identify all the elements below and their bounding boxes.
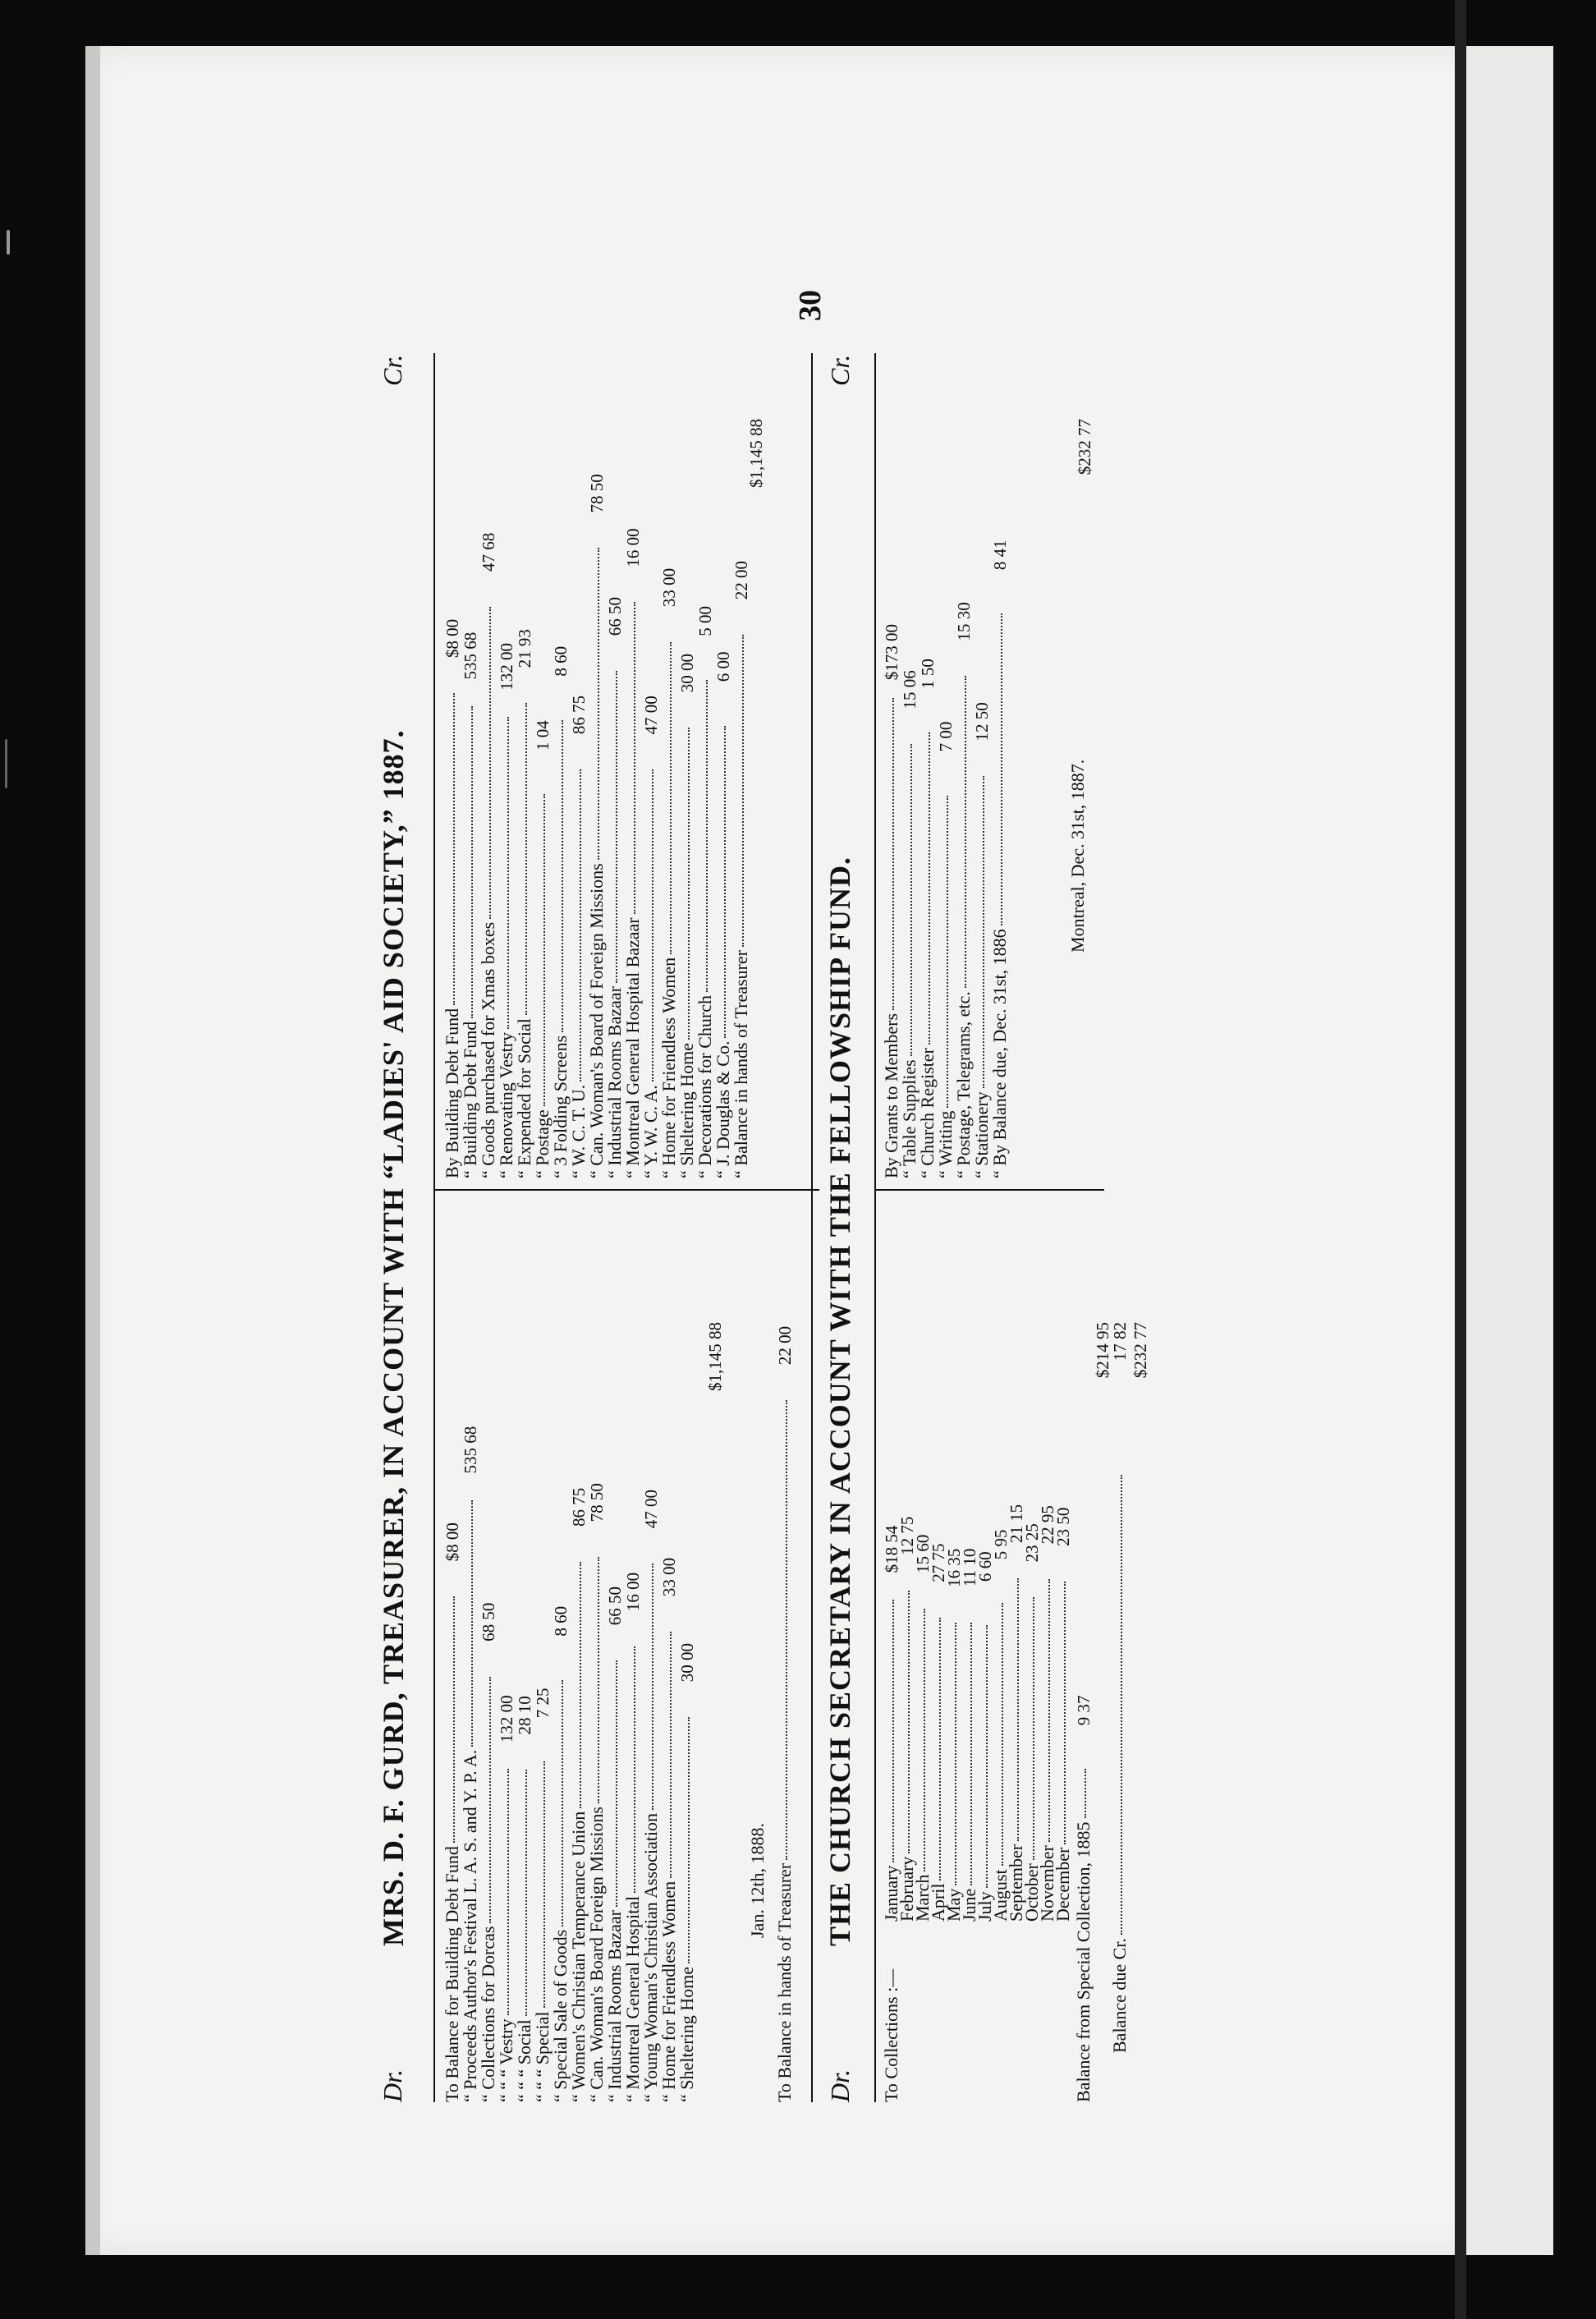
ledger-credit-row-label: By Building Debt Fund (442, 1008, 462, 1178)
ledger-debit-row (588, 1483, 606, 2102)
dot-leader (471, 706, 473, 1018)
ledger-debit-row-label: “ Women's Christian Temperance Union (568, 1811, 589, 2102)
ledger-credit-row-amount: 21 93 (515, 629, 534, 668)
ledger-debit-row-amount: 16 00 (623, 1572, 643, 1612)
dot-leader (1033, 1597, 1034, 1860)
account2-title: THE CHURCH SECRETARY IN ACCOUNT WITH THE FELLOWSHIP FUND. (823, 856, 856, 1946)
month-label: February (897, 1856, 917, 1922)
dot-leader (910, 744, 912, 1056)
ledger-debit-row (552, 1606, 570, 2102)
dot-leader (688, 1717, 690, 1963)
ledger-debit-row (624, 1573, 642, 2102)
fellowship-credit-row (901, 670, 919, 1178)
account2-debit-total (1131, 1322, 1149, 1396)
account1-dr: Dr. (378, 2069, 407, 2102)
ledger-debit-row-label: To Balance for Building Debt Fund (442, 1846, 462, 2102)
fellowship-credit-row (991, 540, 1009, 1178)
dot-leader (970, 1623, 972, 1885)
account2-signoff: Montreal, Dec. 31st, 1887. (1067, 759, 1088, 953)
fellowship-credit-row-label: “ Postage, Telegrams, etc. (953, 991, 974, 1178)
binding-gutter (1455, 0, 1466, 2319)
ledger-credit-row-amount: $8 00 (443, 618, 462, 659)
dot-leader (1085, 1769, 1086, 1818)
dot-leader (489, 1677, 491, 1923)
account1-date: Jan. 12th, 1888. (747, 1823, 768, 1938)
fellowship-credit-row-label: “ Writing (935, 1110, 956, 1178)
dot-leader (939, 1618, 941, 1880)
ledger-debit-row-label: “ Industrial Rooms Bazaar (604, 1910, 625, 2102)
ledger-credit-row-label: “ Home for Friendless Women (658, 957, 679, 1178)
ledger-credit-row-amount: 1 04 (533, 720, 553, 751)
ledger-debit-row (660, 1558, 678, 2102)
month-amount: 16 35 (944, 1548, 964, 1587)
dot-leader (983, 776, 984, 1088)
fellowship-credit-row (973, 702, 991, 1178)
account1-title: MRS. D. F. GURD, TREASURER, IN ACCOUNT WITH “LADIES' AID SOCIETY,” 1887. (377, 729, 410, 1946)
fellowship-credit-row-amount: 8 41 (990, 540, 1010, 571)
ledger-credit-row-label: “ Renovating Vestry (496, 1031, 516, 1178)
dot-leader (908, 1591, 910, 1853)
ledger-debit-row-amount: 47 00 (641, 1490, 661, 1529)
ledger-credit-row (534, 720, 552, 1178)
month-label: January (881, 1865, 901, 1922)
dot-leader (670, 1632, 672, 1878)
ledger-credit-row (678, 654, 696, 1178)
special-collection-row-amount: 9 37 (1074, 1695, 1094, 1726)
ledger-credit-row-amount: 16 00 (623, 528, 643, 567)
ledger-credit-row-label: “ Sheltering Home (676, 1043, 697, 1178)
ledger-debit-row-amount: 28 10 (515, 1696, 534, 1735)
month-amount: 27 75 (929, 1543, 948, 1582)
ledger-debit-row (498, 1695, 516, 2102)
month-amount: 11 10 (960, 1548, 979, 1587)
dot-leader (1048, 1579, 1050, 1842)
dot-leader (634, 1646, 635, 1893)
dot-leader (706, 680, 708, 992)
rotated-ledger (361, 296, 1305, 2102)
dot-leader (652, 1564, 654, 1810)
ledger-credit-row-label: “ W. C. T. U. (568, 1084, 589, 1178)
ledger-credit-row-label: “ Industrial Rooms Bazaar (604, 986, 625, 1178)
dot-leader (507, 717, 509, 1029)
dot-leader (489, 607, 491, 919)
month-label: March (912, 1874, 933, 1922)
ledger-credit-row-label: “ Postage (532, 1109, 553, 1178)
fellowship-credit-row (937, 722, 955, 1178)
ledger-credit-row (696, 606, 714, 1178)
ledger-credit-row (498, 643, 516, 1178)
dot-leader (507, 1769, 509, 2015)
month-amount: 5 95 (991, 1529, 1011, 1560)
adjacent-page-edge (1466, 46, 1553, 2255)
account2-credit-total: $232 77 (1075, 419, 1094, 475)
ledger-credit-row (552, 646, 570, 1178)
ledger-credit-row (461, 632, 479, 1178)
month-amount: 6 60 (975, 1551, 995, 1582)
subtotal (1094, 1322, 1112, 1396)
month-label: October (1021, 1863, 1042, 1922)
ledger-credit-row-amount: 30 00 (677, 654, 697, 693)
ledger-credit-row (570, 696, 588, 1178)
dot-leader (598, 548, 599, 860)
dot-leader (562, 1680, 563, 1926)
month-amount: 12 75 (897, 1516, 917, 1555)
ledger-credit-row (443, 619, 461, 1178)
ledger-debit-row-amount: 86 75 (569, 1487, 589, 1527)
dot-leader (929, 732, 930, 1045)
month-amount: $18 54 (882, 1525, 901, 1573)
ledger-credit-row (606, 597, 624, 1178)
dot-leader (543, 794, 545, 1106)
ledger-credit-row (714, 652, 732, 1178)
dot-leader (1001, 613, 1002, 925)
ledger-credit-row-label: “ Y. W. C. A. (640, 1085, 661, 1178)
ledger-debit-row-label: “ Young Woman's Christian Association (640, 1813, 661, 2102)
ledger-credit-row-amount: 8 60 (551, 645, 571, 677)
ledger-credit-row (642, 696, 660, 1178)
ledger-credit-row-amount: 22 00 (732, 561, 751, 600)
month-amount: 15 60 (913, 1534, 933, 1573)
ledger-credit-row-amount: 47 00 (641, 696, 661, 735)
dot-leader (543, 1761, 545, 2008)
account2-center-rule (874, 1189, 1104, 1191)
dot-leader (471, 1500, 473, 1747)
ledger-debit-row-amount: 33 00 (659, 1557, 679, 1597)
dot-leader (634, 602, 635, 914)
month-label: July (975, 1891, 995, 1922)
collections-intro: To Collections :— (881, 1968, 901, 2102)
ledger-debit-row-label: “ Sheltering Home (676, 1967, 697, 2102)
dot-leader (616, 1660, 617, 1907)
dot-leader (924, 1609, 925, 1871)
dot-leader (1121, 1475, 1122, 1935)
dot-leader (580, 769, 581, 1081)
ledger-credit-row-amount: 66 50 (605, 597, 625, 636)
month-label: December (1053, 1847, 1073, 1922)
month-label: September (1006, 1844, 1026, 1922)
month-amount: 23 50 (1053, 1507, 1073, 1546)
balance-due-row (1111, 1475, 1129, 2053)
ledger-credit-row-label: “ Goods purchased for Xmas boxes (478, 921, 498, 1178)
ledger-credit-row-amount: 33 00 (659, 567, 679, 608)
ledger-debit-row-label: “ “ “ Vestry (496, 2018, 516, 2102)
fellowship-credit-row-amount: 12 50 (972, 702, 992, 742)
ledger-credit-row-label: “ 3 Folding Screens (550, 1035, 571, 1178)
ledger-debit-row-amount: 132 00 (497, 1695, 516, 1743)
fellowship-credit-row (955, 602, 973, 1178)
ledger-debit-row-label: “ Collections for Dorcas (478, 1926, 498, 2102)
mid-rule (811, 353, 813, 2102)
month-row (1054, 1508, 1072, 2086)
dot-leader (525, 1770, 527, 2016)
dot-leader (947, 796, 948, 1108)
ledger-debit-row (479, 1603, 498, 2102)
ledger-debit-row-amount: 68 50 (479, 1602, 498, 1642)
dot-leader (1002, 1603, 1003, 1866)
dot-leader (562, 720, 563, 1032)
top-rule (433, 353, 435, 2102)
account1-cr: Cr. (378, 354, 407, 386)
dot-leader (724, 726, 726, 1038)
center-rule (433, 1189, 819, 1191)
dot-leader (688, 728, 690, 1040)
month-amount: 22 95 (1038, 1505, 1057, 1545)
fellowship-credit-row-amount: 15 06 (900, 670, 920, 709)
ledger-debit-row (461, 1426, 479, 2102)
ledger-debit-row-amount: 8 60 (551, 1605, 571, 1637)
ledger-debit-row-label: “ “ “ Special (532, 2011, 553, 2102)
scan-mark (5, 739, 7, 788)
ledger-credit-row-label: “ Building Debt Fund (460, 1021, 480, 1178)
dot-leader (742, 635, 744, 947)
ledger-credit-row (660, 568, 678, 1178)
ledger-credit-row-label: “ Can. Woman's Board of Foreign Missions (586, 863, 607, 1178)
month-label: June (959, 1888, 979, 1922)
fellowship-credit-row-label: By Grants to Members (881, 1013, 901, 1178)
dot-leader (986, 1625, 988, 1888)
ledger-credit-row-amount: 535 68 (461, 631, 480, 680)
month-amount: 21 15 (1007, 1504, 1026, 1544)
account1-debit-total: $1,145 88 (705, 1322, 725, 1391)
month-amount: 23 25 (1022, 1523, 1042, 1563)
ledger-debit-row-amount: 30 00 (677, 1643, 697, 1683)
ledger-credit-row (516, 629, 534, 1178)
ledger-credit-row-label: “ J. Douglas & Co. (713, 1040, 733, 1178)
fellowship-credit-row-amount: 1 50 (918, 659, 938, 689)
fellowship-credit-row-label: “ Church Register (917, 1048, 938, 1178)
ledger-debit-row (516, 1696, 534, 2102)
dot-leader (892, 1600, 894, 1862)
subtotal-2 (1111, 1322, 1129, 1396)
fellowship-credit-row-label: “ Stationery (971, 1091, 992, 1178)
ledger-debit-row-label: “ Can. Woman's Board Foreign Missions (586, 1807, 607, 2102)
dot-leader (453, 1596, 455, 1843)
account2-top-rule (874, 353, 876, 2102)
ledger-credit-row-amount: 86 75 (569, 695, 589, 735)
scan-mark (7, 230, 10, 255)
account2-dr: Dr. (825, 2069, 855, 2102)
subtotal-value: $214 95 (1093, 1322, 1112, 1379)
ledger-debit-row (570, 1488, 588, 2102)
dot-leader (580, 1562, 581, 1808)
ledger-credit-row-label: “ Balance in hands of Treasurer (731, 950, 751, 1178)
fellowship-credit-row-label: “ By Balance due, Dec. 31st, 1886 (989, 929, 1010, 1178)
page-edge (85, 46, 100, 2255)
ledger-debit-row-amount: 7 25 (533, 1688, 553, 1719)
month-label: April (928, 1883, 948, 1922)
fellowship-credit-row-amount: 7 00 (936, 721, 956, 752)
ledger-debit-row-label: “ Proceeds Author's Festival L. A. S. and Y. P. A. (460, 1749, 480, 2102)
ledger-debit-row-amount: 535 68 (461, 1426, 480, 1474)
month-label: August (990, 1869, 1011, 1922)
month-label: May (943, 1888, 964, 1922)
ledger-credit-row-amount: 132 00 (497, 642, 516, 691)
ledger-debit-row (534, 1688, 552, 2102)
fellowship-credit-row-label: “ Table Supplies (899, 1059, 920, 1178)
ledger-debit-row-label: “ Home for Friendless Women (658, 1880, 679, 2102)
ledger-debit-row-amount: 78 50 (587, 1483, 607, 1522)
account1-credit-total: $1,145 88 (746, 419, 766, 488)
dot-leader (892, 698, 894, 1010)
ledger-debit-row-amount: $8 00 (443, 1522, 462, 1562)
special-collection-row-label: Balance from Special Collection, 1885 (1073, 1821, 1094, 2102)
ledger-credit-row-amount: 5 00 (695, 606, 715, 636)
fellowship-credit-row (883, 624, 901, 1178)
dot-leader (616, 671, 617, 983)
ledger-credit-row (588, 474, 606, 1178)
ledger-debit-row-label: “ Special Sale of Goods (550, 1929, 571, 2102)
ledger-credit-row (732, 561, 750, 1178)
ledger-debit-row (606, 1587, 624, 2102)
ledger-credit-row-amount: 47 68 (479, 532, 498, 572)
ledger-credit-row-amount: 6 00 (713, 651, 733, 682)
balance-due-label: Balance due Cr. (1109, 1938, 1130, 2053)
dot-leader (1017, 1578, 1019, 1841)
ledger-debit-row-label: “ Montreal General Hospital (622, 1895, 643, 2102)
ledger-credit-row-label: “ Decorations for Church (695, 995, 715, 1178)
ledger-debit-row (642, 1490, 660, 2102)
ledger-debit-row (443, 1522, 461, 2102)
dot-leader (670, 642, 672, 954)
ledger-credit-row (624, 528, 642, 1178)
ledger-debit-row-label: “ “ “ Social (514, 2019, 534, 2102)
dot-leader (652, 769, 654, 1081)
ledger-credit-row (479, 533, 498, 1178)
ledger-debit-row-amount: 66 50 (605, 1587, 625, 1626)
ledger-credit-row-label: “ Montreal General Hospital Bazaar (622, 917, 643, 1178)
ledger-credit-row-label: “ Expended for Social (514, 1018, 534, 1178)
dot-leader (453, 693, 455, 1005)
ledger-credit-row-amount: 78 50 (587, 474, 607, 513)
fellowship-credit-row-amount: $173 00 (882, 623, 901, 681)
special-collection-row (1075, 1695, 1093, 2102)
fellowship-credit-row (919, 659, 937, 1178)
debit-total-value: $232 77 (1130, 1322, 1150, 1379)
account2-cr: Cr. (825, 354, 855, 386)
account1-balance-line: To Balance in hands of Treasurer22 00 (774, 1325, 795, 2102)
dot-leader (598, 1557, 599, 1803)
dot-leader (955, 1623, 956, 1885)
month-label: November (1037, 1845, 1057, 1922)
dot-leader (965, 676, 966, 988)
fellowship-credit-row-amount: 15 30 (954, 602, 974, 641)
subtotal2-value: 17 82 (1110, 1322, 1130, 1362)
dot-leader (1064, 1582, 1066, 1844)
dot-leader (525, 703, 527, 1015)
ledger-debit-row (678, 1643, 696, 2102)
page-number: 30 (793, 290, 828, 321)
